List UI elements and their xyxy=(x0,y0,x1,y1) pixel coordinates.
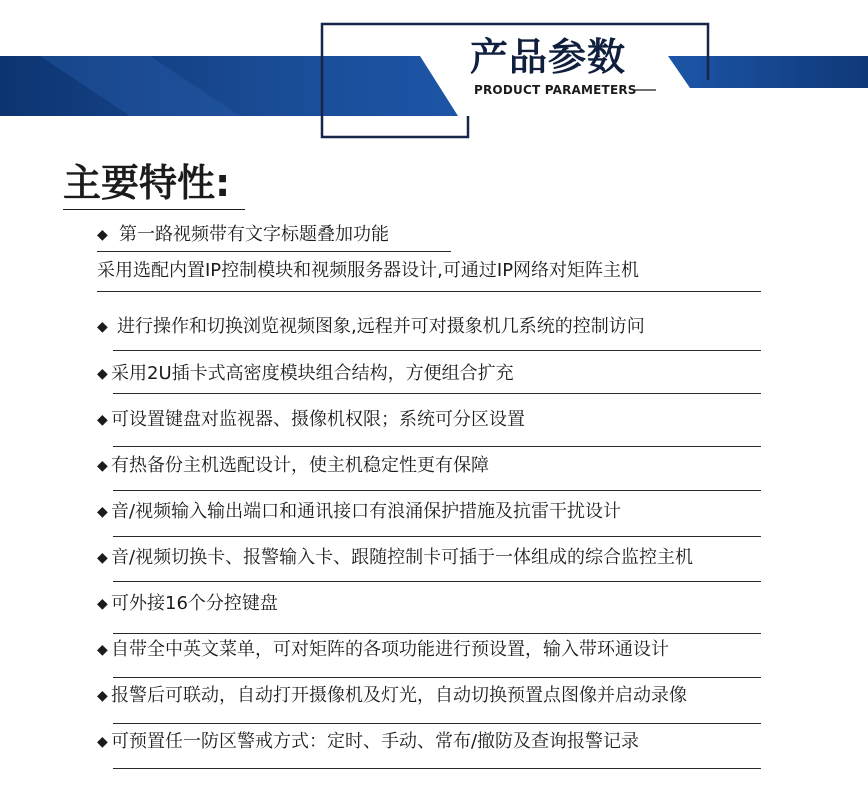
feature-item-5 xyxy=(97,408,525,432)
feature-divider xyxy=(97,291,761,292)
feature-text: 采用选配内置IP控制模块和视频服务器设计,可通过IP网络对矩阵主机 xyxy=(97,260,640,281)
feature-divider xyxy=(113,768,761,769)
bullet-diamond-icon: ◆ xyxy=(97,366,108,382)
feature-text: 有热备份主机选配设计，使主机稳定性更有保障 xyxy=(111,455,489,476)
feature-text: 第一路视频带有文字标题叠加功能 xyxy=(119,224,389,245)
feature-divider xyxy=(113,677,761,678)
page-title: 产品参数 xyxy=(470,35,627,79)
banner-graphic xyxy=(0,0,868,150)
feature-item-12 xyxy=(97,730,639,754)
feature-text: 报警后可联动，自动打开摄像机及灯光，自动切换预置点图像并启动录像 xyxy=(111,685,687,706)
bullet-diamond-icon: ◆ xyxy=(97,642,108,658)
bullet-diamond-icon: ◆ xyxy=(97,412,108,428)
feature-divider xyxy=(113,490,761,491)
bullet-diamond-icon: ◆ xyxy=(97,227,108,243)
header-banner xyxy=(0,0,868,150)
bullet-diamond-icon: ◆ xyxy=(97,319,108,335)
bullet-diamond-icon: ◆ xyxy=(97,734,108,750)
feature-item-8 xyxy=(97,546,693,570)
feature-divider xyxy=(113,536,761,537)
bullet-diamond-icon: ◆ xyxy=(97,550,108,566)
feature-item-1 xyxy=(97,223,389,247)
banner-right-band xyxy=(668,56,868,88)
feature-text: 音/视频切换卡、报警输入卡、跟随控制卡可插于一体组成的综合监控主机 xyxy=(111,547,694,568)
feature-divider xyxy=(113,350,761,351)
feature-text: 进行操作和切换浏览视频图象,远程并可对摄象机几系统的控制访问 xyxy=(117,316,645,337)
feature-text: 可外接16个分控键盘 xyxy=(111,593,278,614)
feature-text: 采用2U插卡式高密度模块组合结构，方便组合扩充 xyxy=(111,363,514,384)
feature-divider xyxy=(113,723,761,724)
feature-item-2 xyxy=(97,259,639,283)
feature-item-7 xyxy=(97,500,621,524)
feature-item-11 xyxy=(97,684,687,708)
feature-divider xyxy=(97,251,451,252)
feature-item-3 xyxy=(97,315,645,339)
feature-item-10 xyxy=(97,638,669,662)
bullet-diamond-icon: ◆ xyxy=(97,596,108,612)
feature-text: 自带全中英文菜单，可对矩阵的各项功能进行预设置，输入带环通设计 xyxy=(111,639,669,660)
bullet-diamond-icon: ◆ xyxy=(97,688,108,704)
feature-text: 可预置任一防区警戒方式：定时、手动、常布/撤防及查询报警记录 xyxy=(111,731,640,752)
section-title: 主要特性: xyxy=(63,161,231,205)
feature-divider xyxy=(113,633,761,634)
bullet-diamond-icon: ◆ xyxy=(97,458,108,474)
feature-divider xyxy=(113,581,761,582)
feature-text: 可设置键盘对监视器、摄像机权限；系统可分区设置 xyxy=(111,409,525,430)
feature-text: 音/视频输入输出端口和通讯接口有浪涌保护措施及抗雷干扰设计 xyxy=(111,501,622,522)
feature-item-4 xyxy=(97,362,514,386)
feature-divider xyxy=(113,446,761,447)
feature-item-9 xyxy=(97,592,278,616)
page-subtitle: PRODUCT PARAMETERS xyxy=(474,83,637,97)
bullet-diamond-icon: ◆ xyxy=(97,504,108,520)
section-underline xyxy=(63,209,245,210)
feature-divider xyxy=(113,393,761,394)
feature-item-6 xyxy=(97,454,489,478)
